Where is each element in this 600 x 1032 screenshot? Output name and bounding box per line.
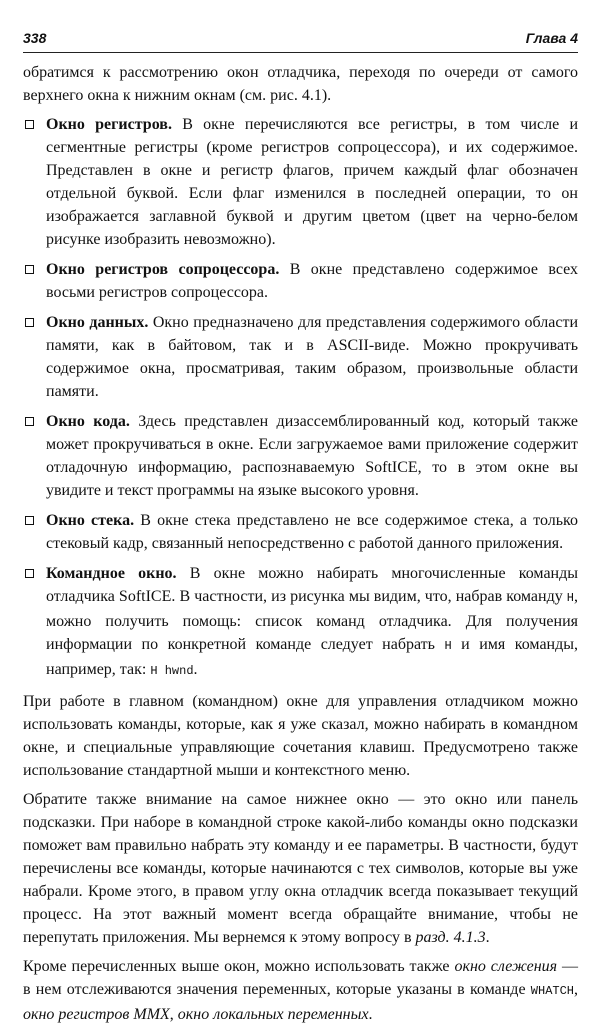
list-item <box>23 113 578 251</box>
code-inline: H <box>444 639 452 653</box>
paragraph-text: — в нем отслеживаются значения переменных, которые указаны в команде <box>23 958 579 998</box>
window-list <box>23 113 578 683</box>
checkbox-bullet-icon <box>25 417 34 426</box>
paragraph-text: , <box>574 981 579 998</box>
item-text: В окне перечисляются все регистры, в том числе и сегментные регистры (кроме регистров сопроцессора), и их содержимое. Представлен в окне и регистр флагов, причем каждый флаг обозначен отдельной буквой. Если флаг изменился в последней операции, то он изображается заглавной буквой и другим цветом (цвет на черно-белом рисунке изобразить невозможно). <box>46 116 579 248</box>
item-text: и имя команды, например, так: <box>46 636 578 678</box>
item-term: Окно стека. <box>46 512 135 529</box>
italic-term: окно слежения <box>454 958 558 975</box>
list-item <box>23 410 578 502</box>
checkbox-bullet-icon <box>25 120 34 129</box>
item-text: Здесь представлен дизассемблированный код, который также может прокручиваться в окне. Если загружаемое вами приложение содержит отладочную информацию, распознаваемую SoftICE, то в этом окне вы увидите и текст программы на языке высокого уровня. <box>46 413 579 499</box>
list-item <box>23 509 578 555</box>
list-item-command-window <box>23 562 578 683</box>
item-term: Окно регистров. <box>46 116 172 133</box>
paragraph-controls: При работе в главном (командном) окне для управления отладчиком можно использовать команды, которые, как я уже сказал, можно набирать в командном окне, и специальные управляющие сочетания клавиш. Предусмотрено также использование стандартной мыши и контекстного меню. <box>23 693 578 779</box>
item-text: , можно получить помощь: список команд отладчика. Для получения информации по конкретной команде следует набрать <box>46 588 578 653</box>
checkbox-bullet-icon <box>25 516 34 525</box>
paragraph-text: Кроме перечисленных выше окон, можно использовать также <box>23 958 450 975</box>
code-inline: WHATCH <box>530 984 575 998</box>
page-number: 338 <box>23 30 47 46</box>
page-header <box>23 30 578 53</box>
italic-term: окно регистров MMX <box>23 1006 170 1023</box>
item-text: В окне можно набирать многочисленные команды отладчика SoftICE. В частности, из рисунка мы видим, что, набрав команду <box>46 565 579 605</box>
item-text: В окне представлено содержимое всех восьми регистров сопроцессора. <box>46 261 578 301</box>
page-body <box>23 61 578 1032</box>
chapter-title: Глава 4 <box>525 30 578 46</box>
code-inline: H <box>566 591 574 605</box>
checkbox-bullet-icon <box>25 569 34 578</box>
item-term: Окно данных. <box>46 314 149 331</box>
item-term: Окно регистров сопроцессора. <box>46 261 280 278</box>
item-text: . <box>193 661 198 678</box>
paragraph-text: . <box>485 929 490 946</box>
paragraph-text: . <box>368 1006 373 1023</box>
checkbox-bullet-icon <box>25 318 34 327</box>
code-inline: H hwnd <box>150 664 194 678</box>
item-term: Командное окно. <box>46 565 177 582</box>
checkbox-bullet-icon <box>25 265 34 274</box>
italic-term: окно локальных переменных <box>177 1006 369 1023</box>
paragraph-text: Обратите также внимание на самое нижнее окно — это окно или панель подсказки. При наборе в командной строке какой-либо команды окно подсказки поможет вам правильно набрать эту команду и ее параметры. В частности, будут перечислены все команды, которые начинаются с тех символов, которые вы уже набрали. Кроме этого, в правом углу окна отладчик всегда показывает текущий процесс. На этот важный момент всегда обращайте внимание, чтобы не перепутать приложения. Мы вернемся к этому вопросу в <box>23 791 578 946</box>
intro-paragraph: обратимся к рассмотрению окон отладчика, переходя по очереди от самого верхнего окна к нижним окнам (см. рис. 4.1). <box>23 64 578 104</box>
list-item <box>23 258 578 304</box>
section-reference: разд. 4.1.3 <box>415 929 486 946</box>
item-term: Окно кода. <box>46 413 130 430</box>
list-item <box>23 311 578 403</box>
item-text: Окно предназначено для представления содержимого области памяти, как в байтовом, так и в ASCII-виде. Можно прокручивать содержимое окна, просматривая, таким образом, произвольные области памяти. <box>46 314 579 400</box>
paragraph-other-windows <box>23 955 578 1026</box>
item-text: В окне стека представлено не все содержимое стека, а только стековый кадр, связанный непосредственно с работой данного приложения. <box>46 512 579 552</box>
paragraph-text: , <box>169 1006 174 1023</box>
paragraph-hint-panel <box>23 788 578 949</box>
